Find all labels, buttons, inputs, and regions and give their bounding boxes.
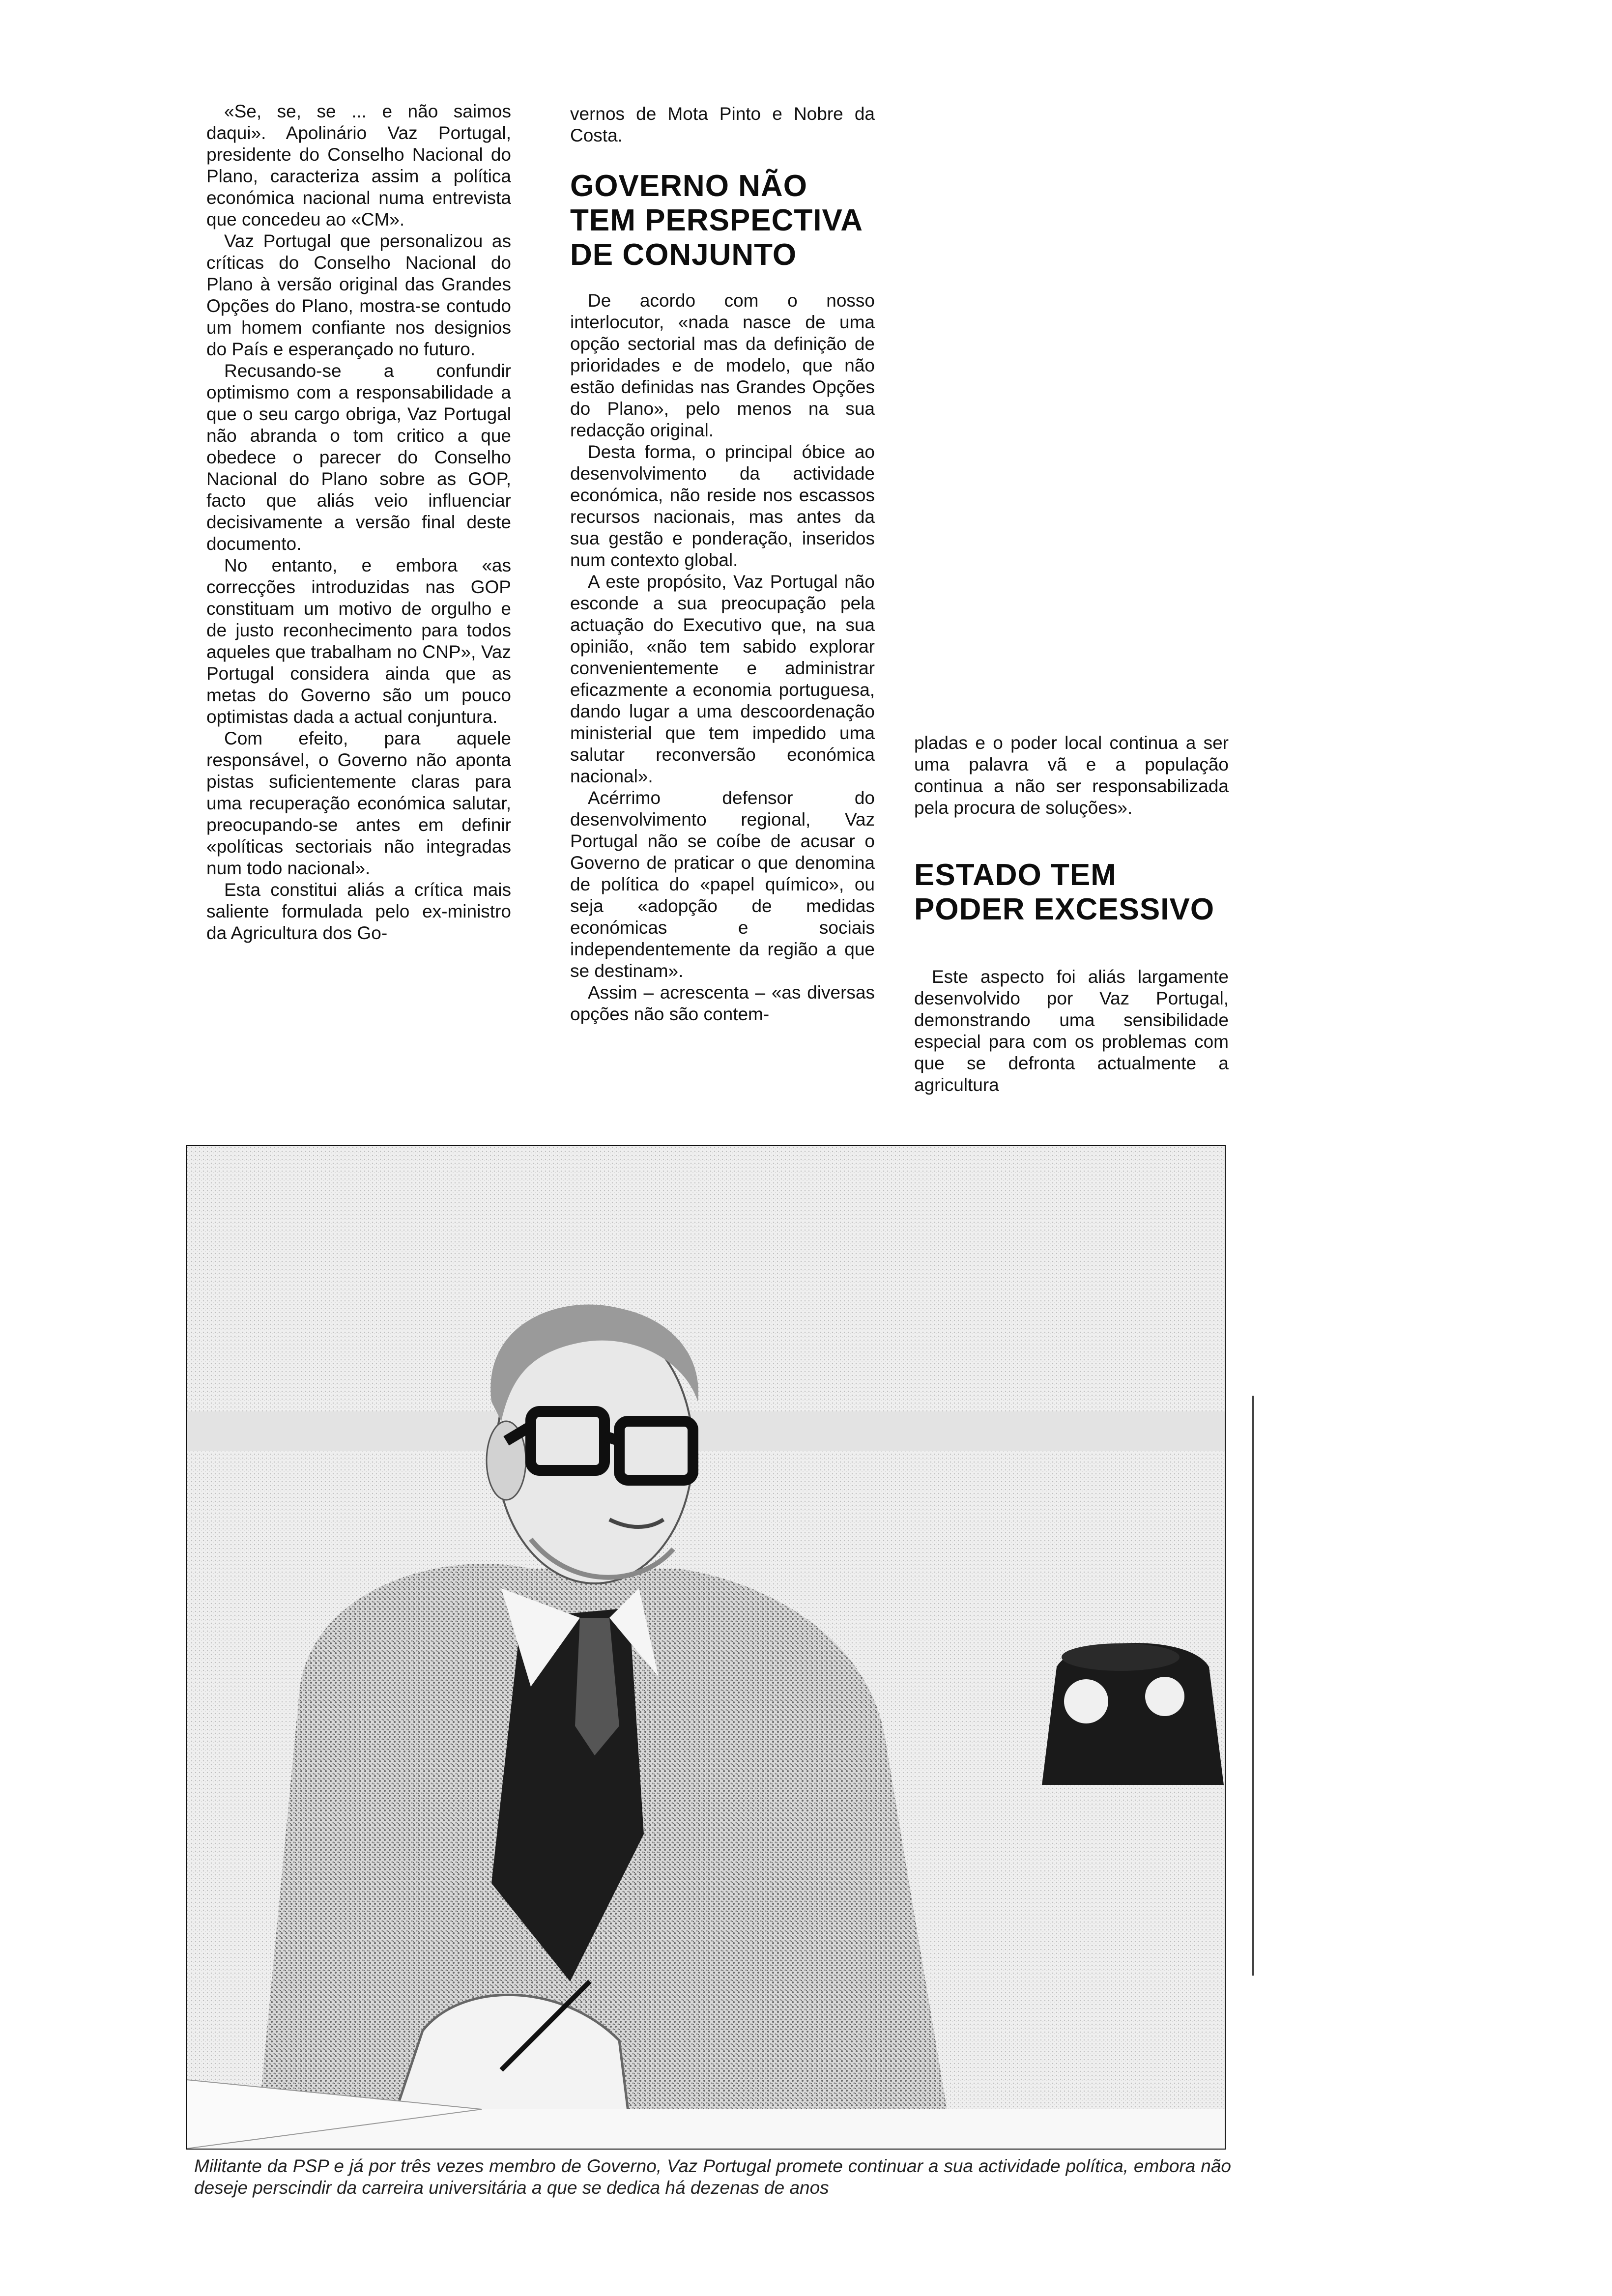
photo-illustration bbox=[187, 1146, 1225, 2149]
article-column-2 bbox=[570, 103, 875, 1025]
paragraph: Com efeito, para aquele responsável, o Governo não aponta pistas suficientemente claras para uma recuperação económica salutar, preocupando-se antes em definir «políticas sectoriais não integradas num todo nacional». bbox=[206, 728, 511, 878]
article-column-3 bbox=[914, 732, 1229, 1096]
telephone bbox=[1042, 1643, 1224, 1785]
paragraph: Esta constitui aliás a crítica mais saliente formulada pelo ex-ministro da Agricultura dos Go- bbox=[206, 880, 511, 943]
paragraph: Recusando-se a confundir optimismo com a responsabilidade a que o seu cargo obriga, Vaz Portugal não abranda o tom critico a que obedece o parecer do Conselho Nacional do Plano sobre as GOP, facto que aliás veio influenciar decisivamente a versão final deste documento. bbox=[206, 361, 511, 554]
paragraph: No entanto, e embora «as correcções introduzidas nas GOP constituam um motivo de orgulho e de justo reconhecimento para todos aqueles que trabalham no CNP», Vaz Portugal considera ainda que as metas do Governo são um pouco optimistas dada a actual conjuntura. bbox=[206, 555, 511, 727]
paragraph: «Se, se, se ... e não saimos daqui». Apolinário Vaz Portugal, presidente do Conselho Nacional do Plano, caracteriza assim a política económica nacional numa entrevista que concedeu ao «CM». bbox=[206, 101, 511, 230]
paragraph-continuation: vernos de Mota Pinto e Nobre da Costa. bbox=[570, 104, 875, 145]
section-heading-estado: ESTADO TEM PODER EXCESSIVO bbox=[914, 858, 1215, 926]
article-column-1 bbox=[206, 101, 511, 944]
divider-line bbox=[1252, 1396, 1254, 1976]
paragraph: De acordo com o nosso interlocutor, «nada nasce de uma opção sectorial mas da definição de prioridades e de modelo, que não estão definidas nas Grandes Opções do Plano», pelo menos na sua redacção original. bbox=[570, 290, 875, 440]
section-heading-governo: GOVERNO NÃO TEM PERSPECTIVA DE CONJUNTO bbox=[570, 169, 862, 272]
paragraph: Acérrimo defensor do desenvolvimento regional, Vaz Portugal não se coíbe de acusar o Governo de praticar o que denomina de política do «papel químico», ou seja «adopção de medidas económicas e sociais independentemente da região a que se destinam». bbox=[570, 788, 875, 981]
paragraph: Desta forma, o principal óbice ao desenvolvimento da actividade económica, não reside nos escassos recursos nacionais, mas antes da sua gestão e ponderação, inseridos num contexto global. bbox=[570, 442, 875, 570]
paragraph-continuation: pladas e o poder local continua a ser uma palavra vã e a população continua a não ser responsabilizada pela procura de soluções». bbox=[914, 733, 1229, 818]
paragraph: Assim – acrescenta – «as diversas opções não são contem- bbox=[570, 982, 875, 1024]
photo-caption: Militante da PSP e já por três vezes membro de Governo, Vaz Portugal promete continuar a sua actividade política, embora não deseje perscindir da carreira universitária a que se dedica há dezenas de anos bbox=[194, 2156, 1231, 2198]
paragraph: Este aspecto foi aliás largamente desenvolvido por Vaz Portugal, demonstrando uma sensibilidade especial para com os problemas com que se defronta actualmente a agricultura bbox=[914, 967, 1229, 1095]
paragraph: Vaz Portugal que personalizou as críticas do Conselho Nacional do Plano à versão original das Grandes Opções do Plano, mostra-se contudo um homem confiante nos designios do País e esperançado no futuro. bbox=[206, 231, 511, 359]
paragraph: A este propósito, Vaz Portugal não esconde a sua preocupação pela actuação do Executivo que, na sua opinião, «não tem sabido explorar convenientemente e administrar eficazmente a economia portuguesa, dando lugar a uma descoordenação ministerial que tem impedido uma salutar reconversão económica nacional». bbox=[570, 572, 875, 786]
portrait-photo bbox=[186, 1145, 1226, 2150]
